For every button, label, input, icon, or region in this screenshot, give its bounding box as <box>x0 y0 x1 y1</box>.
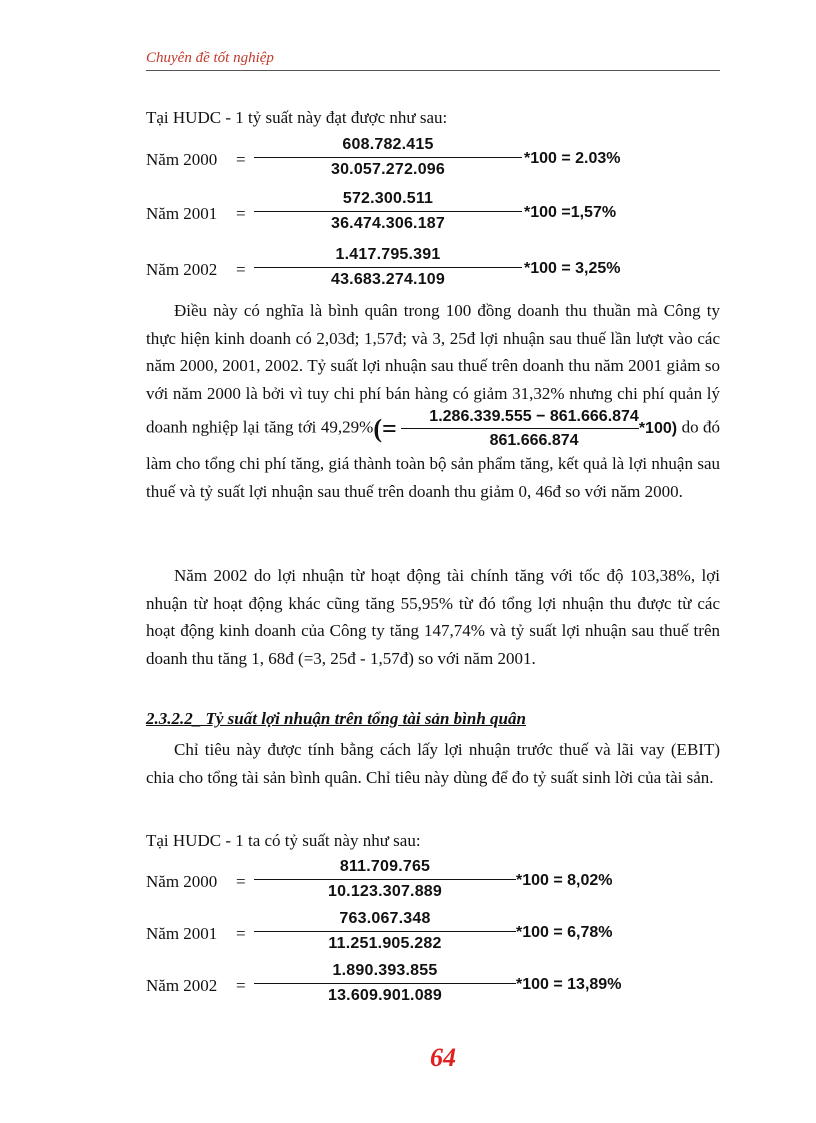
numerator: 572.300.511 <box>342 190 434 207</box>
fraction-bar <box>254 157 522 158</box>
fraction <box>254 245 522 290</box>
denominator: 13.609.901.089 <box>327 987 443 1004</box>
formula-label: Năm 2002 <box>146 260 218 279</box>
page-header <box>146 49 720 71</box>
formula-result: *100 = 8,02% <box>516 872 613 889</box>
formula-result: *100 = 3,25% <box>524 260 621 277</box>
formula-2001-b <box>146 909 613 959</box>
paragraph-1-pct: 49,29% <box>320 417 374 437</box>
numerator: 608.782.415 <box>342 136 434 153</box>
fraction <box>254 909 516 954</box>
fraction-bar <box>254 931 516 932</box>
formula-label: Năm 2001 <box>146 924 218 943</box>
fraction <box>254 961 516 1006</box>
formula-2002-a <box>146 245 621 295</box>
equals-sign: = <box>236 204 246 223</box>
denominator: 10.123.307.889 <box>327 883 443 900</box>
paragraph-1-text: Điều này có nghĩa là bình quân trong 100 đồng doanh thu thuần mà Công ty thực hiện kinh doanh có 2,03đ; 1,57đ; và 3, 25đ lợi nhuận sau thuế lần lượt vào các năm 2000, 2001, 2002. Tỷ suất lợi nhuận sau thuế trên doanh thu năm 2001 giảm so với năm 2000 là bởi vì tuy chi phí bán hàng có giảm 31,32% nhưng chi phí quản lý doanh nghiệp lại tăng tới <box>146 301 720 437</box>
intro-line-1: Tại HUDC - 1 tỷ suất này đạt được như sau: <box>146 108 448 127</box>
paragraph-3-text: Chỉ tiêu này được tính bằng cách lấy lợi nhuận trước thuế và lãi vay (EBIT) chia cho tổng tài sản bình quân. Chỉ tiêu này dùng để đo tỷ suất sinh lời của tài sản. <box>146 740 720 787</box>
paragraph-2-text: Năm 2002 do lợi nhuận từ hoạt động tài chính tăng với tốc độ 103,38%, lợi nhuận từ hoạt động khác cũng tăng 55,95% từ đó tổng lợi nhuận thu được từ các hoạt động kinh doanh của Công ty tăng 147,74% và tỷ suất lợi nhuận sau thuế trên doanh thu tăng 1, 68đ (=3, 25đ - 1,57đ) so với năm 2001. <box>146 566 720 668</box>
denominator: 30.057.272.096 <box>330 161 446 178</box>
formula-label: Năm 2002 <box>146 976 218 995</box>
numerator: 1.286.339.555 − 861.666.874 <box>429 408 639 425</box>
formula-label: Năm 2000 <box>146 150 218 169</box>
numerator: 763.067.348 <box>339 910 431 927</box>
paragraph-3 <box>146 736 720 791</box>
formula-result: *100 = 6,78% <box>516 924 613 941</box>
fraction-bar <box>254 879 516 880</box>
equals-sign: = <box>236 260 246 279</box>
fraction <box>254 857 516 902</box>
paragraph-2 <box>146 562 720 672</box>
header-title: Chuyên đề tốt nghiệp <box>146 50 274 66</box>
fraction-tail: *100) <box>638 419 678 437</box>
fraction-bar <box>254 983 516 984</box>
equals-sign: = <box>236 924 246 943</box>
fraction <box>254 189 522 234</box>
formula-2001-a <box>146 189 617 239</box>
paragraph-1 <box>146 297 720 505</box>
intro-line-2: Tại HUDC - 1 ta có tỷ suất này như sau: <box>146 831 421 850</box>
fraction-bar <box>254 267 522 268</box>
paragraph-1-after: do đó làm cho tổng chi phí tăng, giá thành toàn bộ sản phẩm tăng, kết quả là lợi nhuận sau thuế và tỷ suất lợi nhuận sau thuế trên doanh thu giảm 0, 46đ so với năm 2000. <box>146 417 721 501</box>
equals-sign: = <box>236 150 246 169</box>
equals-sign: = <box>236 872 246 891</box>
denominator: 861.666.874 <box>489 432 579 449</box>
numerator: 1.890.393.855 <box>332 962 438 979</box>
section-title: 2.3.2.2_ Tỷ suất lợi nhuận trên tổng tài sản bình quân <box>146 709 526 728</box>
numerator: 1.417.795.391 <box>335 246 441 263</box>
formula-label: Năm 2001 <box>146 204 218 223</box>
equals-sign: = <box>236 976 246 995</box>
denominator: 43.683.274.109 <box>330 271 446 288</box>
formula-label: Năm 2000 <box>146 872 218 891</box>
fraction-bar <box>401 428 639 429</box>
formula-2002-b <box>146 961 622 1011</box>
fraction <box>254 135 522 180</box>
denominator: 11.251.905.282 <box>328 935 442 952</box>
numerator: 811.709.765 <box>339 858 431 875</box>
formula-2000-a <box>146 135 621 185</box>
fraction-bar <box>254 211 522 212</box>
formula-result: *100 =1,57% <box>524 204 617 221</box>
formula-result: *100 = 13,89% <box>516 976 622 993</box>
formula-result: *100 = 2.03% <box>524 150 621 167</box>
denominator: 36.474.306.187 <box>330 215 446 232</box>
page-number: 64 <box>430 1043 456 1072</box>
inline-fraction <box>401 407 639 450</box>
open-paren: (= <box>373 413 397 443</box>
formula-2000-b <box>146 857 613 907</box>
